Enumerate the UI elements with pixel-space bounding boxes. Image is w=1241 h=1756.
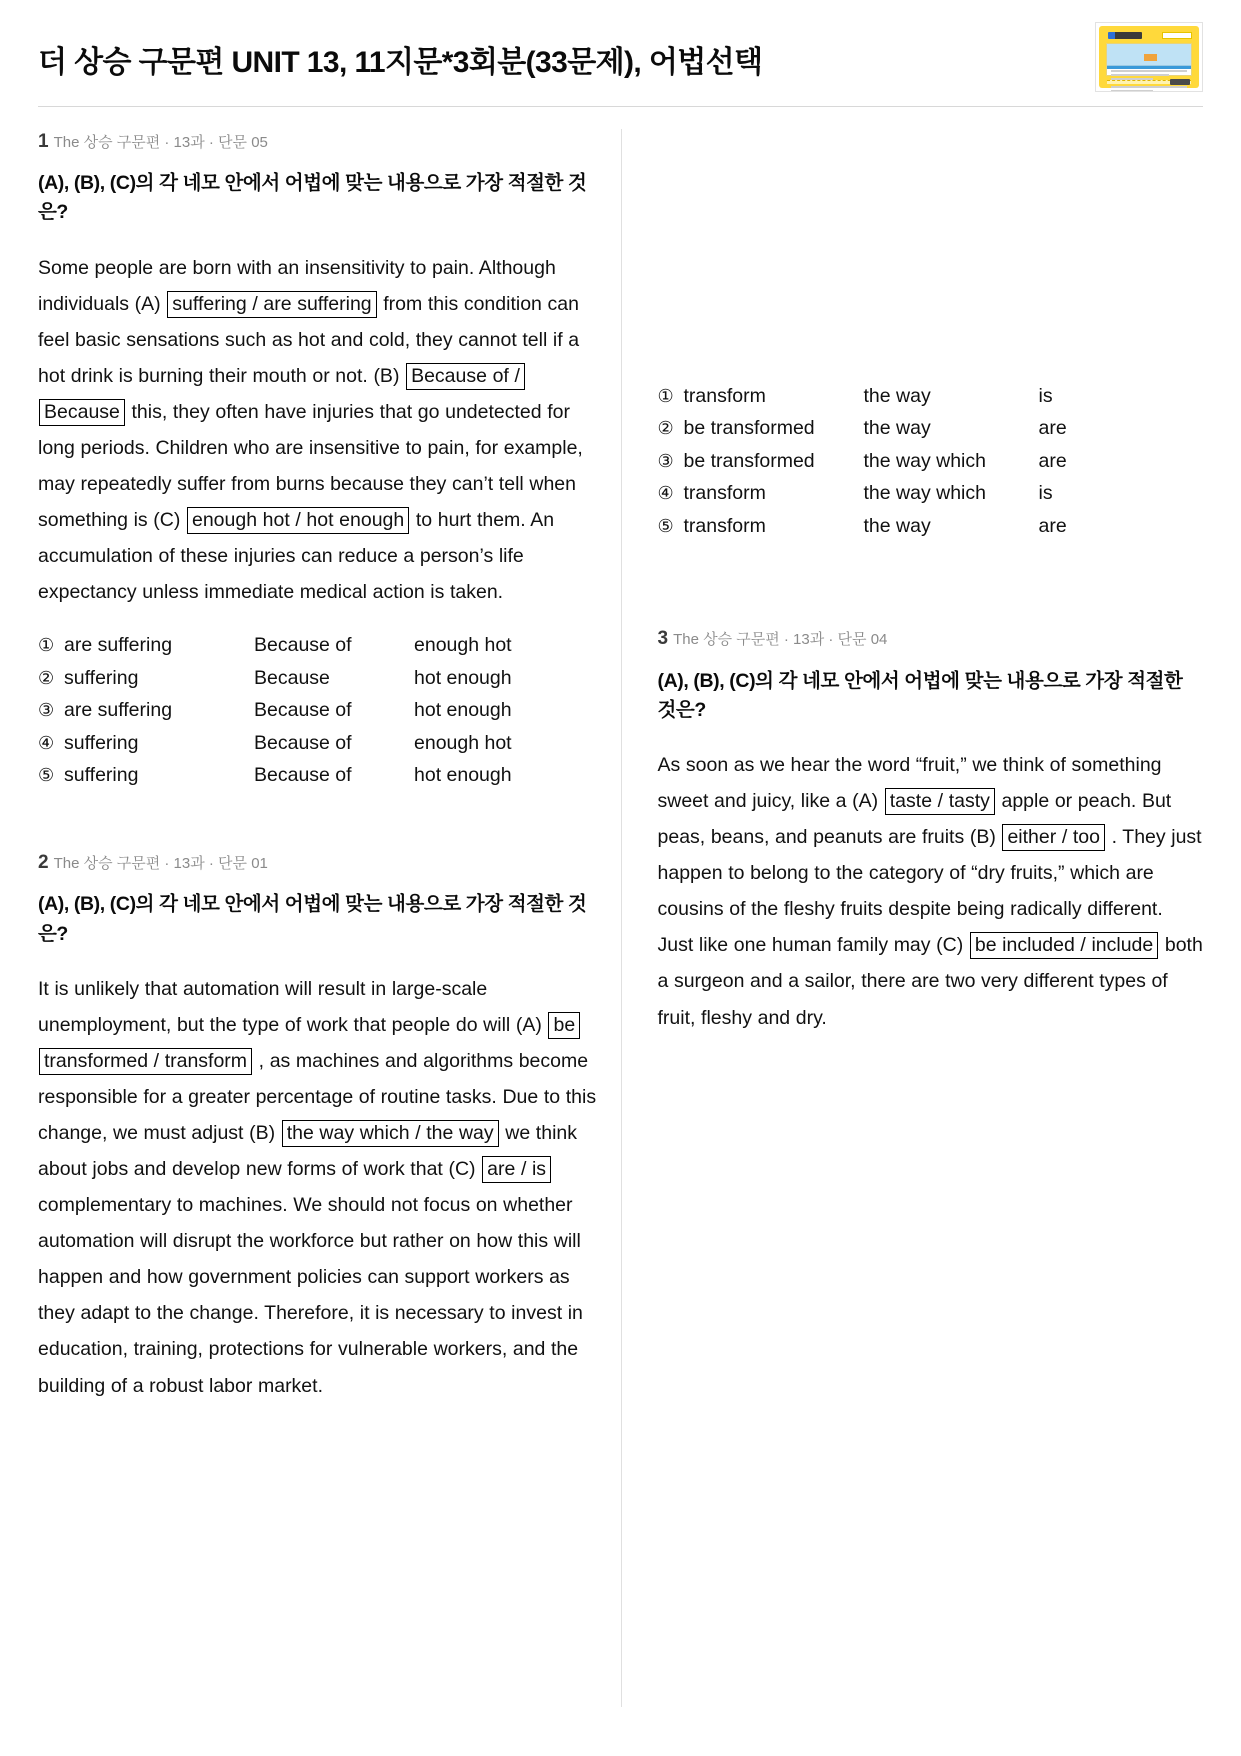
- option-value-c: is: [1038, 482, 1053, 504]
- thumbnail-row: [1111, 86, 1187, 88]
- option-marker: ③: [657, 450, 674, 471]
- option-row[interactable]: [657, 449, 1204, 472]
- option-value-a: transform: [683, 514, 766, 537]
- choice-box-a[interactable]: be transformed / transform: [39, 1012, 580, 1075]
- thumbnail-button-icon: [1170, 79, 1190, 85]
- option-value-b: Because: [254, 666, 330, 689]
- option-value-c: enough hot: [414, 634, 512, 657]
- question-3-prompt: (A), (B), (C)의 각 네모 안에서 어법에 맞는 내용으로 가장 적절한 것은?: [657, 669, 1183, 721]
- section-spacer: [38, 820, 599, 850]
- option-value-b: Because of: [254, 764, 352, 787]
- choice-box-b[interactable]: either / too: [1002, 824, 1105, 851]
- right-column: [621, 129, 1204, 1707]
- question-3-source: The 상승 구문편 · 13과 · 단문 04: [673, 631, 888, 648]
- option-value-b: Because of: [254, 699, 352, 722]
- option-value-c: hot enough: [414, 666, 512, 689]
- passage-text: to hurt them. An accumulation of these injuries can reduce a person’s life expectancy unless immediate medical action is taken.: [38, 509, 555, 604]
- option-value-b: the way: [863, 514, 931, 537]
- option-marker: ④: [38, 732, 55, 753]
- passage-text: As soon as we hear the word “fruit,” we think of something sweet and juicy, like a (A): [657, 754, 1162, 813]
- passage-text: apple or peach. But peas, beans, and peanuts are fruits (B): [657, 790, 1172, 849]
- option-row[interactable]: [658, 484, 1204, 504]
- page-title: 더 상승 구문편 UNIT 13, 11지문*3회분(33문제), 어법선택: [38, 46, 763, 79]
- section-spacer: [658, 570, 1204, 626]
- option-marker: ②: [38, 667, 55, 688]
- option-value-a: transform: [683, 384, 766, 407]
- thumbnail-highlight-block: [1144, 54, 1157, 61]
- option-value-c: are: [1038, 417, 1067, 439]
- question-2-number: 2: [38, 851, 49, 873]
- question-3: [658, 626, 1204, 1036]
- choice-box-a[interactable]: taste / tasty: [885, 788, 995, 815]
- option-marker: ④: [657, 483, 674, 503]
- option-value-a: be transformed: [683, 417, 815, 439]
- worksheet-preview-thumbnail: [1095, 22, 1203, 92]
- option-row[interactable]: [657, 514, 1204, 537]
- question-1-meta: [38, 129, 599, 156]
- question-3-passage: [658, 747, 1204, 1036]
- question-1-options: [38, 636, 599, 786]
- question-2-passage: [38, 971, 599, 1404]
- choice-box-c[interactable]: are / is: [482, 1156, 551, 1183]
- option-row[interactable]: [38, 666, 599, 689]
- question-1: [38, 129, 599, 786]
- passage-text: . They just happen to belong to the category of “dry fruits,” which are cousins of the fleshy fruits despite being radically different. Just like one human family may (C): [657, 826, 1202, 957]
- option-marker: ⑤: [38, 765, 55, 786]
- option-value-c: hot enough: [414, 699, 512, 722]
- question-2: [38, 850, 599, 1404]
- option-value-c: hot enough: [414, 764, 512, 787]
- option-value-c: enough hot: [414, 731, 512, 754]
- left-column: [38, 129, 621, 1707]
- thumbnail-logo-icon: [1108, 32, 1142, 39]
- passage-text: both a surgeon and a sailor, there are two very different types of fruit, fleshy and dry.: [657, 934, 1203, 1029]
- thumbnail-card: [1106, 43, 1192, 76]
- option-row[interactable]: [38, 701, 599, 721]
- option-value-c: is: [1038, 384, 1053, 407]
- thumbnail-row: [1111, 70, 1187, 72]
- option-value-a: suffering: [64, 666, 139, 689]
- choice-box-c[interactable]: enough hot / hot enough: [187, 507, 409, 534]
- option-value-a: are suffering: [64, 699, 173, 722]
- thumbnail-accent-band: [1107, 66, 1191, 69]
- question-3-meta: [658, 626, 1204, 653]
- thumbnail-row: [1111, 90, 1153, 92]
- option-value-b: the way which: [863, 482, 986, 504]
- choice-box-c[interactable]: be included / include: [970, 932, 1158, 959]
- choice-box-b[interactable]: the way which / the way: [282, 1120, 499, 1147]
- option-marker: ①: [38, 635, 55, 656]
- option-value-a: are suffering: [64, 634, 173, 657]
- option-marker: ②: [657, 418, 674, 438]
- option-row[interactable]: [38, 636, 599, 656]
- passage-text: , as machines and algorithms become responsible for a greater percentage of routine tasks. Due to this change, we must adjust (B): [38, 1049, 597, 1145]
- option-value-b: the way which: [863, 449, 986, 472]
- choice-box-a[interactable]: suffering / are suffering: [167, 291, 376, 318]
- option-value-c: are: [1038, 514, 1067, 537]
- content-columns: [38, 107, 1203, 1707]
- question-1-source: The 상승 구문편 · 13과 · 단문 05: [53, 133, 268, 151]
- option-row[interactable]: [658, 419, 1204, 439]
- passage-text: Some people are born with an insensitivity to pain. Although individuals (A): [38, 256, 556, 315]
- option-value-b: the way: [863, 417, 931, 439]
- option-row[interactable]: [38, 766, 599, 786]
- option-marker: ①: [657, 385, 674, 406]
- question-2-prompt: (A), (B), (C)의 각 네모 안에서 어법에 맞는 내용으로 가장 적절한 것은?: [38, 893, 587, 945]
- thumbnail-tag-icon: [1162, 32, 1192, 39]
- choice-box-b[interactable]: Because of / Because: [39, 363, 525, 426]
- thumbnail-background: [1099, 26, 1199, 88]
- option-value-b: Because of: [254, 634, 352, 657]
- document-header: [38, 0, 1203, 107]
- option-marker: ③: [38, 700, 55, 721]
- option-row[interactable]: [657, 384, 1204, 407]
- question-2-options: [657, 384, 1204, 537]
- option-value-a: suffering: [64, 764, 139, 787]
- passage-text: It is unlikely that automation will result in large-scale unemployment, but the type of work that people do will (A): [38, 977, 548, 1036]
- passage-text: we think about jobs and develop new forms of work that (C): [38, 1122, 577, 1181]
- option-value-b: Because of: [254, 731, 352, 754]
- question-2-meta: [38, 850, 599, 877]
- option-value-a: be transformed: [683, 449, 815, 472]
- question-2-source: The 상승 구문편 · 13과 · 단문 01: [53, 854, 268, 872]
- question-1-number: 1: [38, 130, 49, 152]
- question-1-passage: [38, 250, 599, 611]
- question-1-prompt: (A), (B), (C)의 각 네모 안에서 어법에 맞는 내용으로 가장 적절한 것은?: [38, 172, 587, 224]
- option-row[interactable]: [38, 731, 599, 754]
- question-3-number: 3: [657, 628, 669, 649]
- passage-text: from this condition can feel basic sensations such as hot and cold, they cannot tell if a hot drink is burning their mouth or not. (B): [38, 292, 580, 387]
- passage-text: this, they often have injuries that go undetected for long periods. Children who are insensitive to pain, for example, may repeatedly suffer from burns because they can’t tell when something is (C): [38, 400, 583, 532]
- option-value-b: the way: [863, 384, 931, 407]
- option-value-a: transform: [683, 482, 766, 504]
- thumbnail-row: [1111, 74, 1169, 76]
- passage-text: complementary to machines. We should not focus on whether automation will disrupt the workforce but rather on how this will happen and how government policies can support workers as they adapt to the change. Therefore, it is necessary to invest in education, training, protections for vulnerable workers, and the building of a robust labor market.: [38, 1194, 583, 1397]
- option-marker: ⑤: [657, 515, 674, 536]
- option-value-c: are: [1038, 449, 1067, 472]
- option-value-a: suffering: [64, 731, 139, 754]
